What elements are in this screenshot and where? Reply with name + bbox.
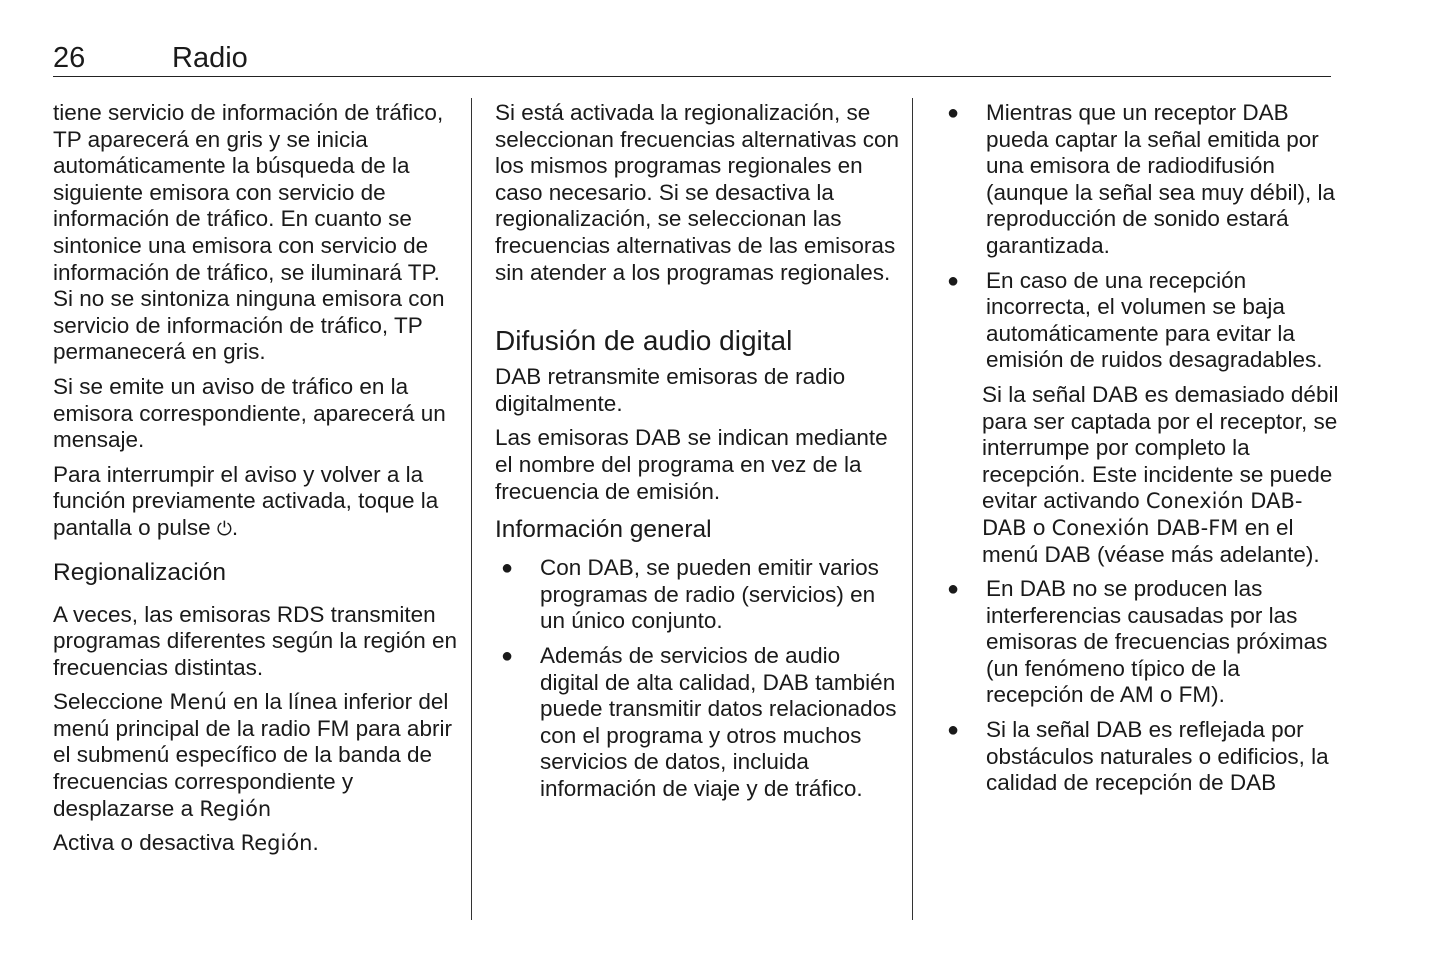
list-item: ● Además de servicios de audio digital de alta calidad, DAB también puede transmitir datos relacionados con el programa y otros muchos servicios de datos, incluida información de viaje y de tráfico.	[501, 642, 897, 801]
bullet-list	[941, 100, 1339, 374]
column-divider-1	[471, 98, 472, 920]
bullet-icon: ●	[501, 644, 514, 667]
bullet-icon: ●	[947, 578, 960, 601]
paragraph: Si está activada la regionalización, se seleccionan frecuencias alternativas con los mismos programas regionales en caso necesario. Si se desactiva la regionalización, se seleccionan las frecuencias alternativas de las emisoras sin atender a los programas regionales.	[495, 100, 899, 285]
bullet-icon: ●	[947, 102, 960, 124]
paragraph: Activa o desactiva Región.	[53, 830, 319, 856]
power-icon: ⏻	[216, 518, 232, 540]
option-conexion-dab-fm: Conexión DAB-FM	[1051, 515, 1239, 540]
list-item: ● En caso de una recepción incorrecta, el volumen se baja automáticamente para evitar la emisión de ruidos desagradables.	[947, 267, 1323, 373]
list-item: ● En DAB no se producen las interferencias causadas por las emisoras de frecuencias próximas (un fenómeno típico de la recepción de AM o FM).	[947, 576, 1328, 708]
column-2	[495, 100, 900, 810]
paragraph: A veces, las emisoras RDS transmiten programas diferentes según la región en frecuencias distintas.	[53, 601, 458, 680]
heading-informacion-general: Información general	[495, 516, 712, 544]
heading-regionalizacion: Regionalización	[53, 558, 226, 586]
page-number: 26	[53, 42, 86, 74]
column-divider-2	[912, 98, 913, 920]
page-header	[53, 40, 1331, 77]
sub-paragraph: Si la señal DAB es demasiado débil para ser captada por el receptor, se interrumpe por completo la recepción. Este incidente se puede evitar activando Conexión DAB-DAB o Conexión DAB-FM en el menú DAB (véase más adelante).	[982, 381, 1339, 567]
paragraph: DAB retransmite emisoras de radio digitalmente.	[495, 364, 846, 416]
bullet-list	[941, 576, 1339, 797]
region-label: Región	[240, 831, 313, 856]
section-title: Radio	[172, 42, 248, 74]
list-item: ● Con DAB, se pueden emitir varios programas de radio (servicios) en un único conjunto.	[501, 555, 879, 634]
bullet-icon: ●	[947, 719, 960, 742]
bullet-icon: ●	[501, 557, 514, 580]
bullet-list	[495, 555, 900, 802]
option-conexion-dab-dab: Conexión DAB-DAB	[982, 489, 1303, 540]
paragraph: Para interrumpir el aviso y volver a la función previamente activada, toque la pantalla o pulse ⏻.	[53, 461, 439, 540]
menu-label: Menú	[169, 690, 227, 715]
list-item: ● Mientras que un receptor DAB pueda captar la señal emitida por una emisora de radiodifusión (aunque la señal sea muy débil), la reproducción de sonido estará garantizada.	[947, 100, 1335, 258]
region-label: Región	[199, 796, 272, 821]
paragraph: Las emisoras DAB se indican mediante el nombre del programa en vez de la frecuencia de emisión.	[495, 425, 888, 504]
heading-difusion-audio-digital: Difusión de audio digital	[495, 325, 793, 357]
paragraph: Si se emite un aviso de tráfico en la emisora correspondiente, aparecerá un mensaje.	[53, 373, 446, 453]
paragraph: tiene servicio de información de tráfico, TP aparecerá en gris y se inicia automáticamente la búsqueda de la siguiente emisora con servicio de información de tráfico. En cuanto se sintonice una emisora con servicio de información de tráfico, se iluminará TP. Si no se sintoniza ninguna emisora con servicio de información de tráfico, TP permanecerá en gris.	[53, 100, 445, 365]
list-item: ● Si la señal DAB es reflejada por obstáculos naturales o edificios, la calidad de recepción de DAB	[947, 717, 1329, 796]
bullet-icon: ●	[947, 269, 960, 292]
column-3	[941, 100, 1339, 805]
paragraph: Seleccione Menú en la línea inferior del menú principal de la radio FM para abrir el submenú específico de la banda de frecuencias correspondiente y desplazarse a Región	[53, 689, 452, 821]
column-1	[53, 100, 458, 865]
